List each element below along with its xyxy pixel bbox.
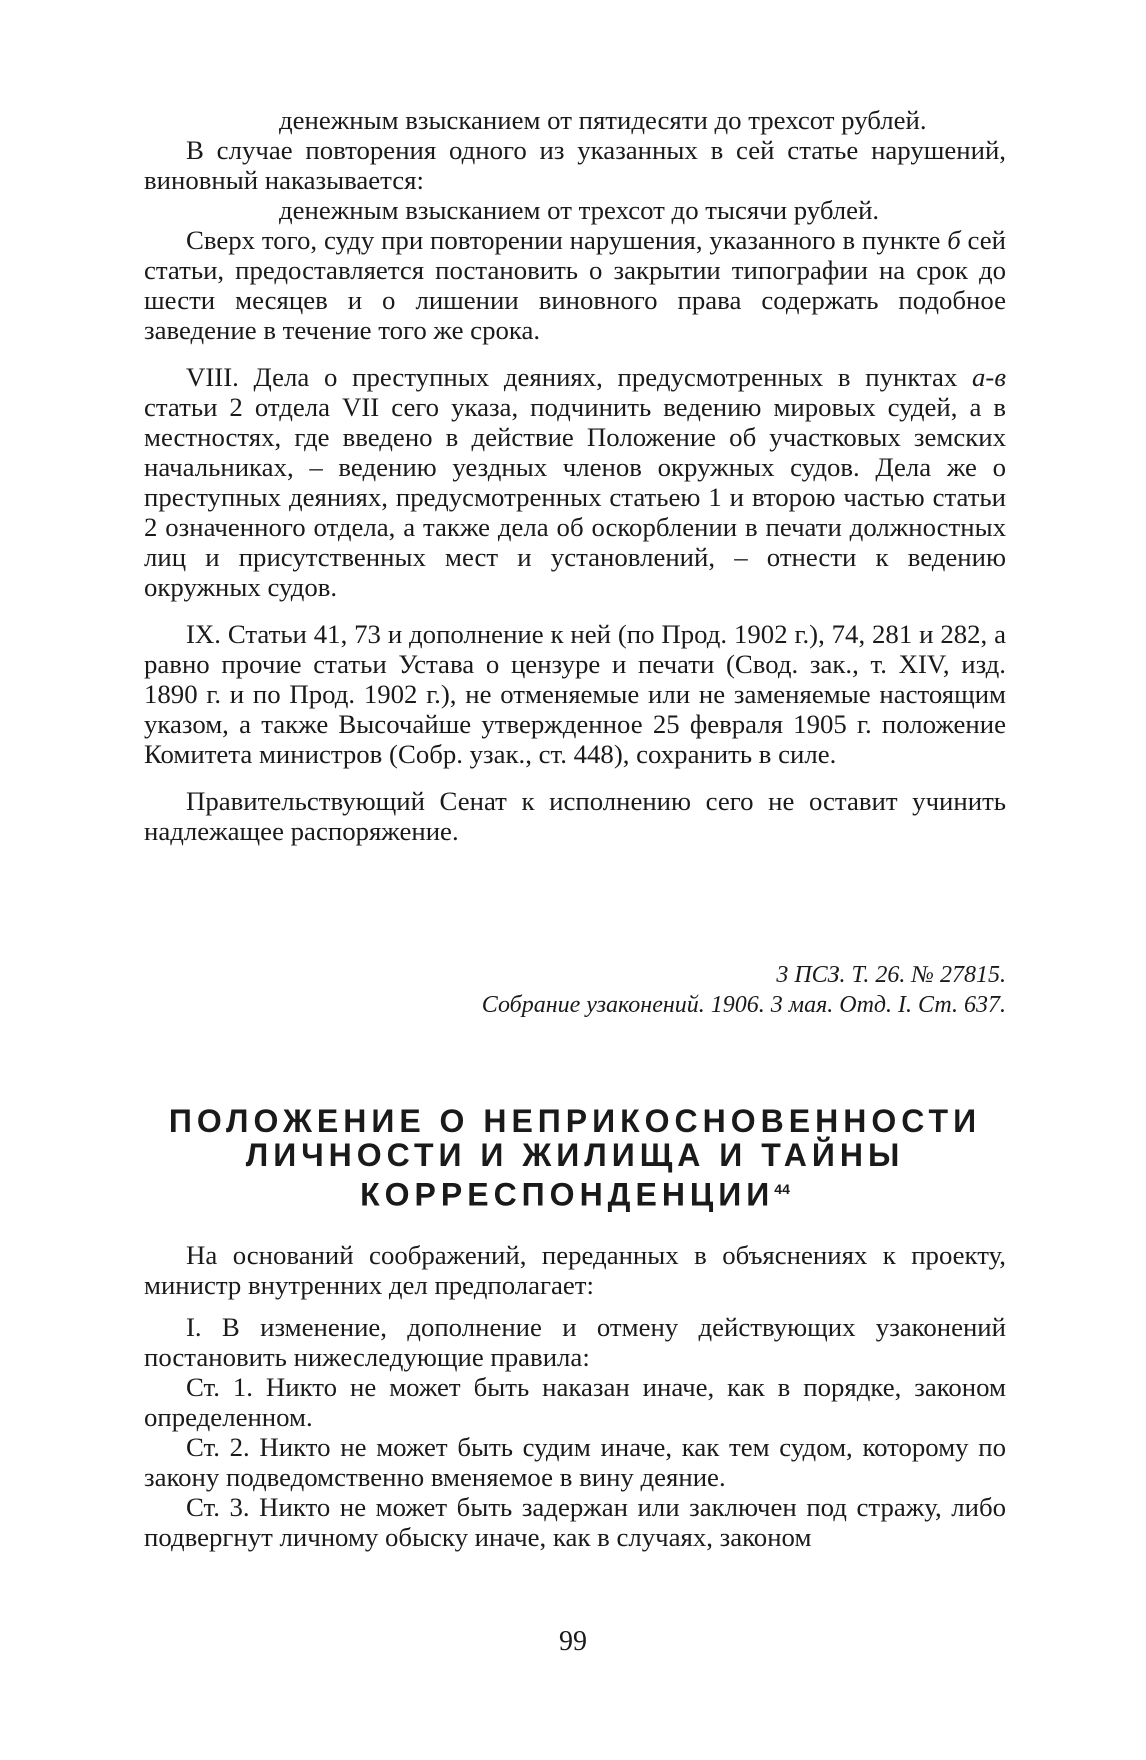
paragraph-typography-closure: [144, 225, 1006, 345]
article-2: Ст. 2. Никто не может быть судим иначе, как тем судом, которому по закону подведомственно вменяемое в вину деяние.: [144, 1432, 1006, 1492]
article-1: Ст. 1. Никто не может быть наказан иначе, как в порядке, законом определенном.: [144, 1372, 1006, 1432]
section-viii: [144, 362, 1006, 602]
main-text-upper: [144, 105, 1006, 846]
section-heading: [144, 1104, 1006, 1212]
item-letters: а-в: [972, 362, 1006, 392]
text-segment: Статьи 41, 73 и дополнение к ней (по Прод. 1902 г.), 74, 281 и 282, а равно прочие статьи Устава о цензуре и печати (Свод. зак., т. XIV, изд. 1890 г. и по Прод. 1902 г.), не отменяемые или не заменяемые настоящим указом, а также Высочайше утвержденное 25 февраля 1905 г. положение Комитета министров (Собр. узак., ст. 448), сохранить в силе.: [144, 619, 1006, 769]
heading-line-2: ЛИЧНОСТИ И ЖИЛИЩА И ТАЙНЫ: [245, 1137, 905, 1173]
source-citations: [144, 960, 1006, 1020]
text-segment: Сверх того, суду при повторении нарушения, указанного в пункте: [186, 225, 948, 255]
heading-line-3: [144, 1172, 1006, 1212]
paragraph-repeat-violation: В случае повторения одного из указанных в сей статье нарушений, виновный наказывается:: [144, 135, 1006, 195]
item-letter: б: [947, 225, 961, 255]
paragraph-senate: Правительствующий Сенат к исполнению сего не оставит учинить надлежащее распоряжение.: [144, 786, 1006, 846]
section-ix: [144, 619, 1006, 769]
paragraph-section-i: I. В изменение, дополнение и отмену действующих узаконений постановить нижеследующие правила:: [144, 1312, 1006, 1372]
footnote-marker: 44: [774, 1181, 790, 1197]
text-segment: статьи 2 отдела VII сего указа, подчинить ведению мировых судей, а в местностях, где введено в действие Положение об участковых земских начальниках, – ведению уездных членов окружных судов. Дела же о преступных деяниях, предусмотренных статьею 1 и второю частью статьи 2 означенного отдела, а также дела об оскорблении в печати должностных лиц и присутственных мест и установлений, – отнести к ведению окружных судов.: [144, 392, 1006, 602]
text-segment: сей статьи, предоставляется постановить о закрытии типографии на срок до шести месяцев и о лишении виновного права содержать подобное заведение в течение того же срока.: [144, 225, 1006, 345]
sanction-line-2: денежным взысканием от трехсот до тысячи рублей.: [279, 195, 880, 225]
heading-line-1: ПОЛОЖЕНИЕ О НЕПРИКОСНОВЕННОСТИ: [168, 1103, 982, 1139]
sanction-line-1: денежным взысканием от пятидесяти до трехсот рублей.: [279, 105, 927, 135]
section-number: VIII.: [186, 362, 239, 392]
text-segment: Дела о преступных деяниях, предусмотренных в пунктах: [238, 362, 973, 392]
source-line-2: Собрание узаконений. 1906. 3 мая. Отд. I. Ст. 637.: [481, 992, 1006, 1018]
source-line-1: 3 ПСЗ. Т. 26. № 27815.: [776, 962, 1006, 988]
heading-line-3-text: КОРРЕСПОНДЕНЦИИ: [360, 1176, 775, 1213]
section-number: IX.: [186, 619, 221, 649]
main-text-lower: [144, 1240, 1006, 1552]
paragraph-intro: На оснований соображений, переданных в объяснениях к проекту, министр внутренних дел предполагает:: [144, 1240, 1006, 1300]
article-3: Ст. 3. Никто не может быть задержан или заключен под стражу, либо подвергнут личному обыску иначе, как в случаях, законом: [144, 1492, 1006, 1552]
page-number: 99: [559, 1626, 587, 1657]
